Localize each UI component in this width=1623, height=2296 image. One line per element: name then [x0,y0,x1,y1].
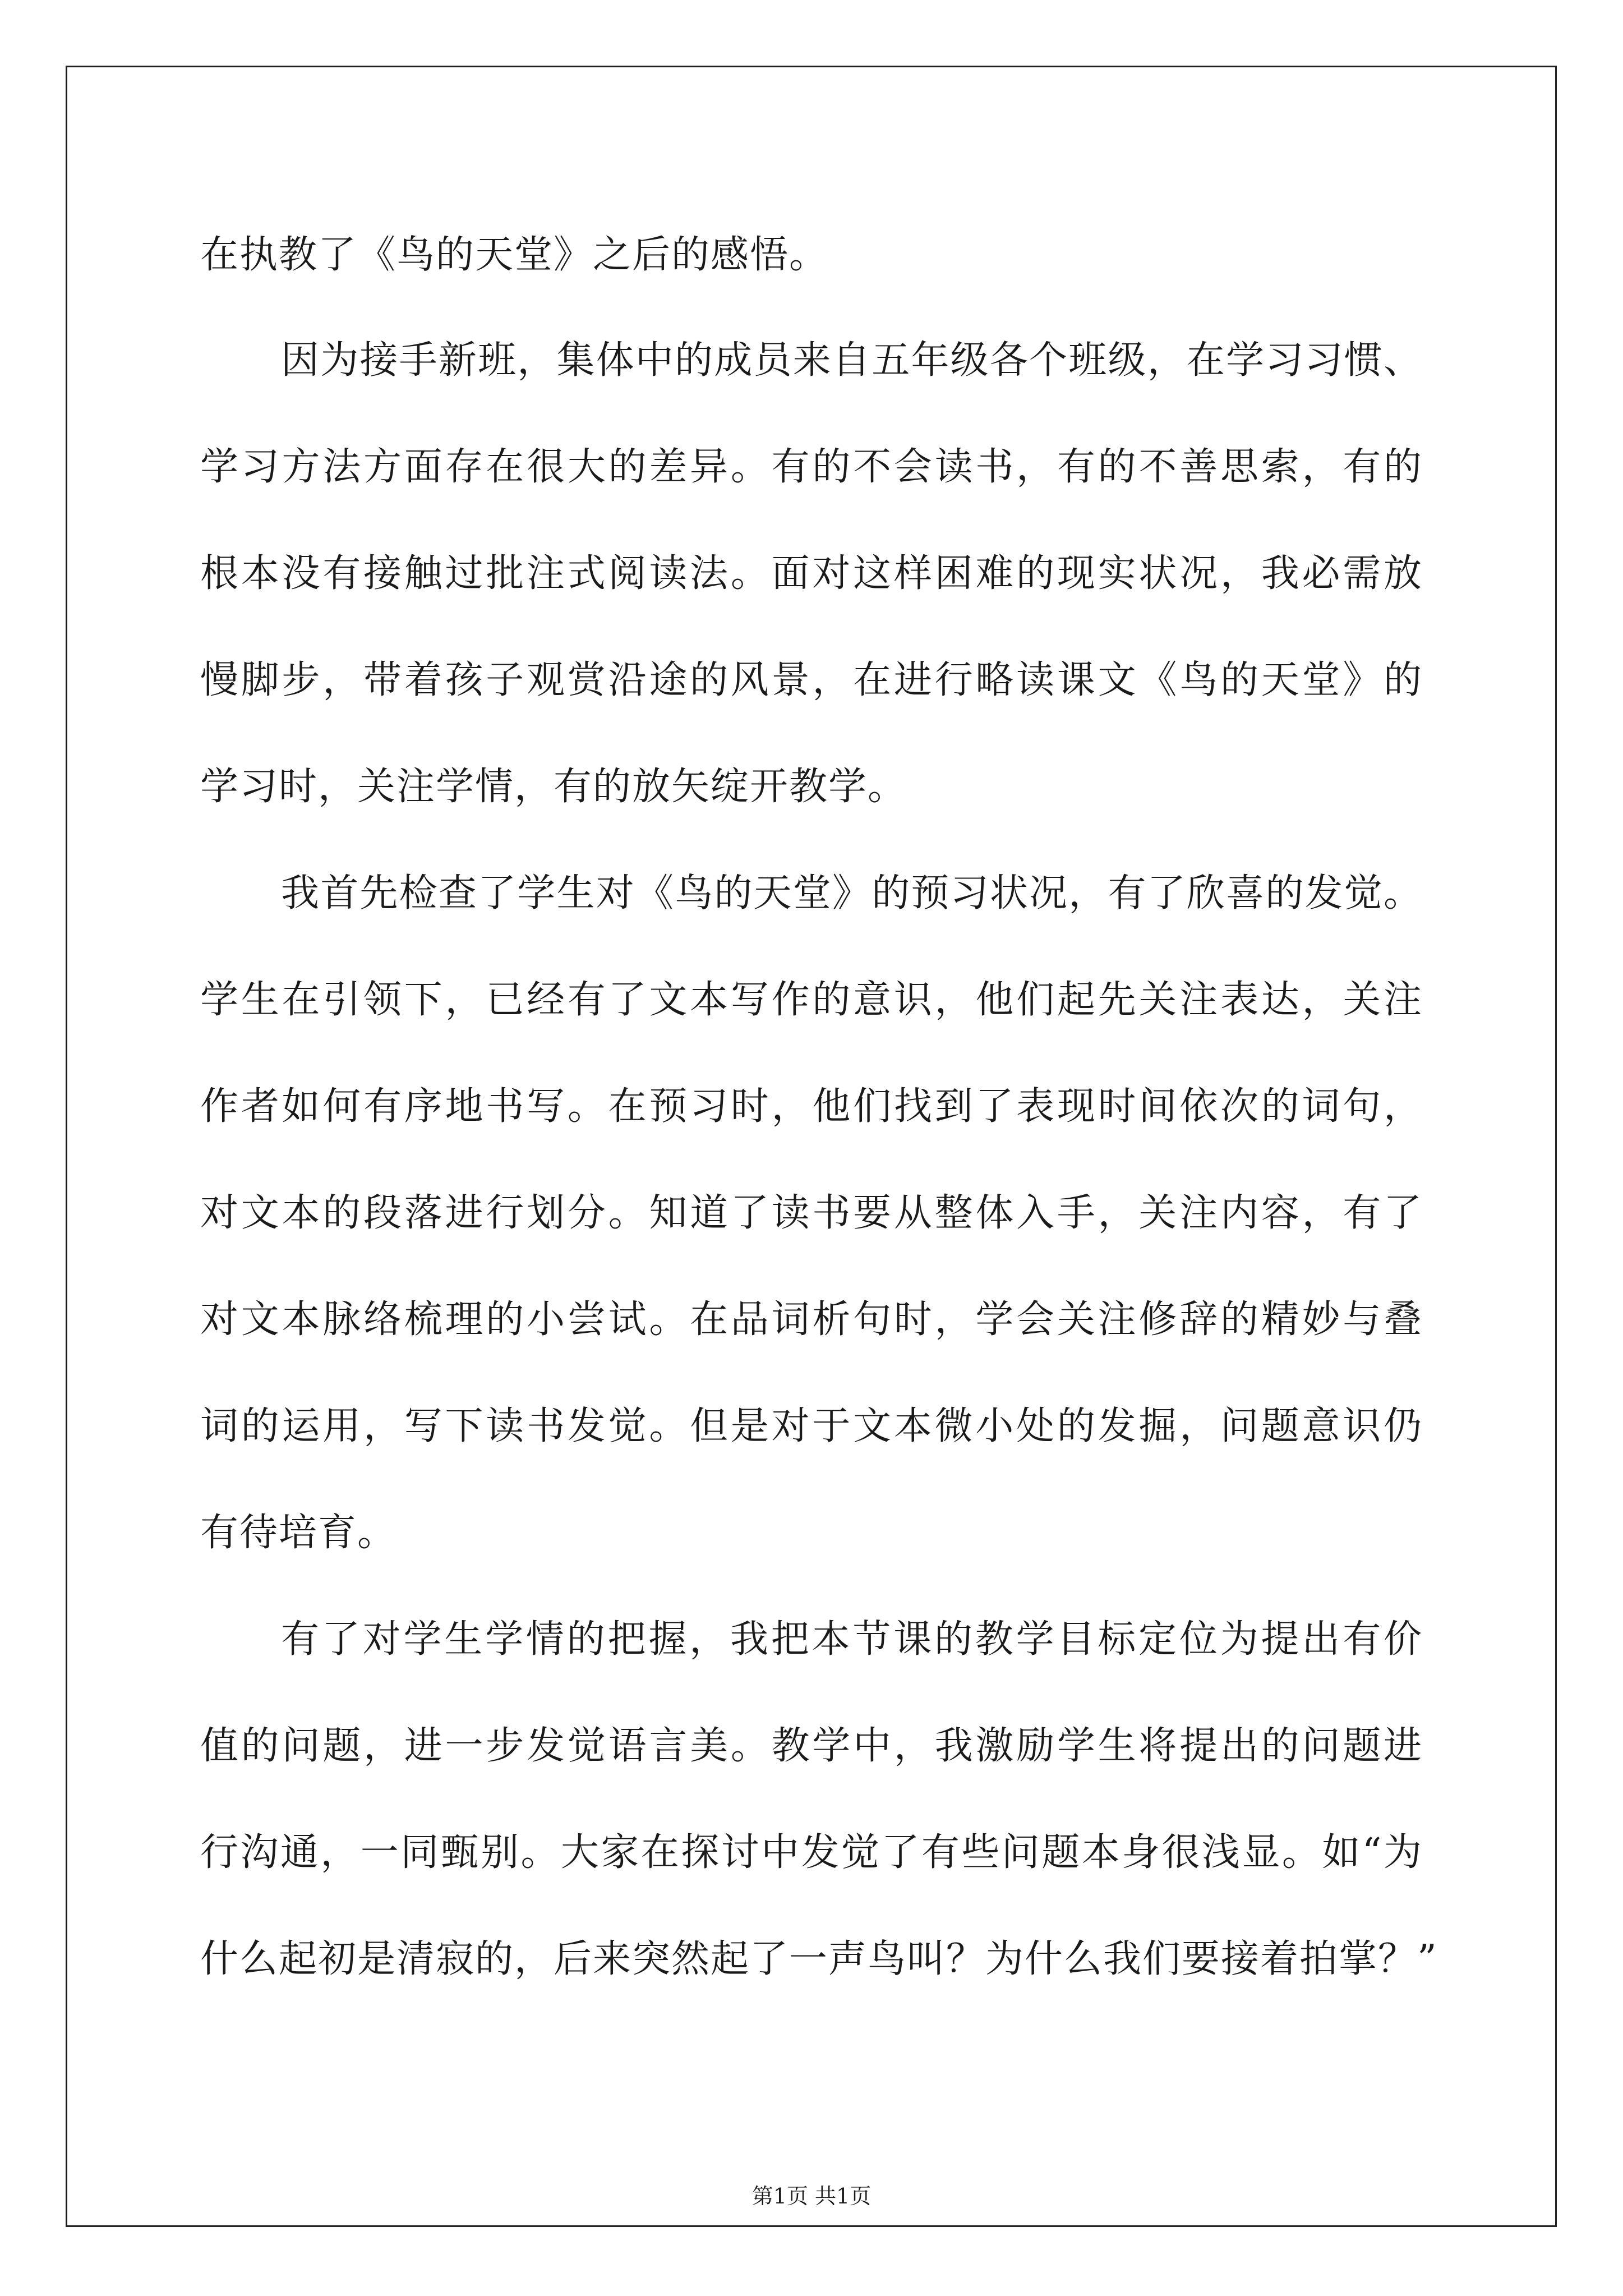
text-line-16: 行沟通，一同甄别。大家在探讨中发觉了有些问题本身很浅显。如“为 [200,1830,1423,1875]
text-line-15: 值的问题，进一步发觉语言美。教学中，我激励学生将提出的问题进 [200,1724,1423,1768]
text-line-14: 有了对学生学情的把握，我把本节课的教学目标定位为提出有价 [281,1617,1423,1662]
text-line-13: 有待培育。 [200,1511,397,1555]
page-footer: 第1页 共1页 [751,2184,872,2208]
text-line-11: 对文本脉络梳理的小尝试。在品词析句时，学会关注修辞的精妙与叠 [200,1297,1423,1342]
text-line-5: 慢脚步，带着孩子观赏沿途的风景，在进行略读课文《鸟的天堂》的 [200,658,1423,702]
text-line-10: 对文本的段落进行划分。知道了读书要从整体入手，关注内容，有了 [200,1191,1423,1235]
text-line-12: 词的运用，写下读书发觉。但是对于文本微小处的发掘，问题意识仍 [200,1404,1423,1448]
text-line-1: 在执教了《鸟的天堂》之后的感悟。 [200,233,829,277]
text-line-9: 作者如何有序地书写。在预习时，他们找到了表现时间依次的词句， [200,1084,1423,1129]
document-body [200,213,1438,2024]
text-line-7: 我首先检查了学生对《鸟的天堂》的预习状况，有了欣喜的发觉。 [281,871,1423,915]
text-line-17: 什么起初是清寂的，后来突然起了一声鸟叫？为什么我们要接着拍掌？” [200,1937,1438,1981]
text-line-4: 根本没有接触过批注式阅读法。面对这样困难的现实状况，我必需放 [200,551,1423,596]
text-line-2: 因为接手新班，集体中的成员来自五年级各个班级，在学习习惯、 [281,338,1423,383]
text-line-3: 学习方法方面存在很大的差异。有的不会读书，有的不善思索，有的 [200,445,1423,489]
text-line-6: 学习时，关注学情，有的放矢绽开教学。 [200,765,907,809]
text-line-8: 学生在引领下，已经有了文本写作的意识，他们起先关注表达，关注 [200,978,1423,1022]
